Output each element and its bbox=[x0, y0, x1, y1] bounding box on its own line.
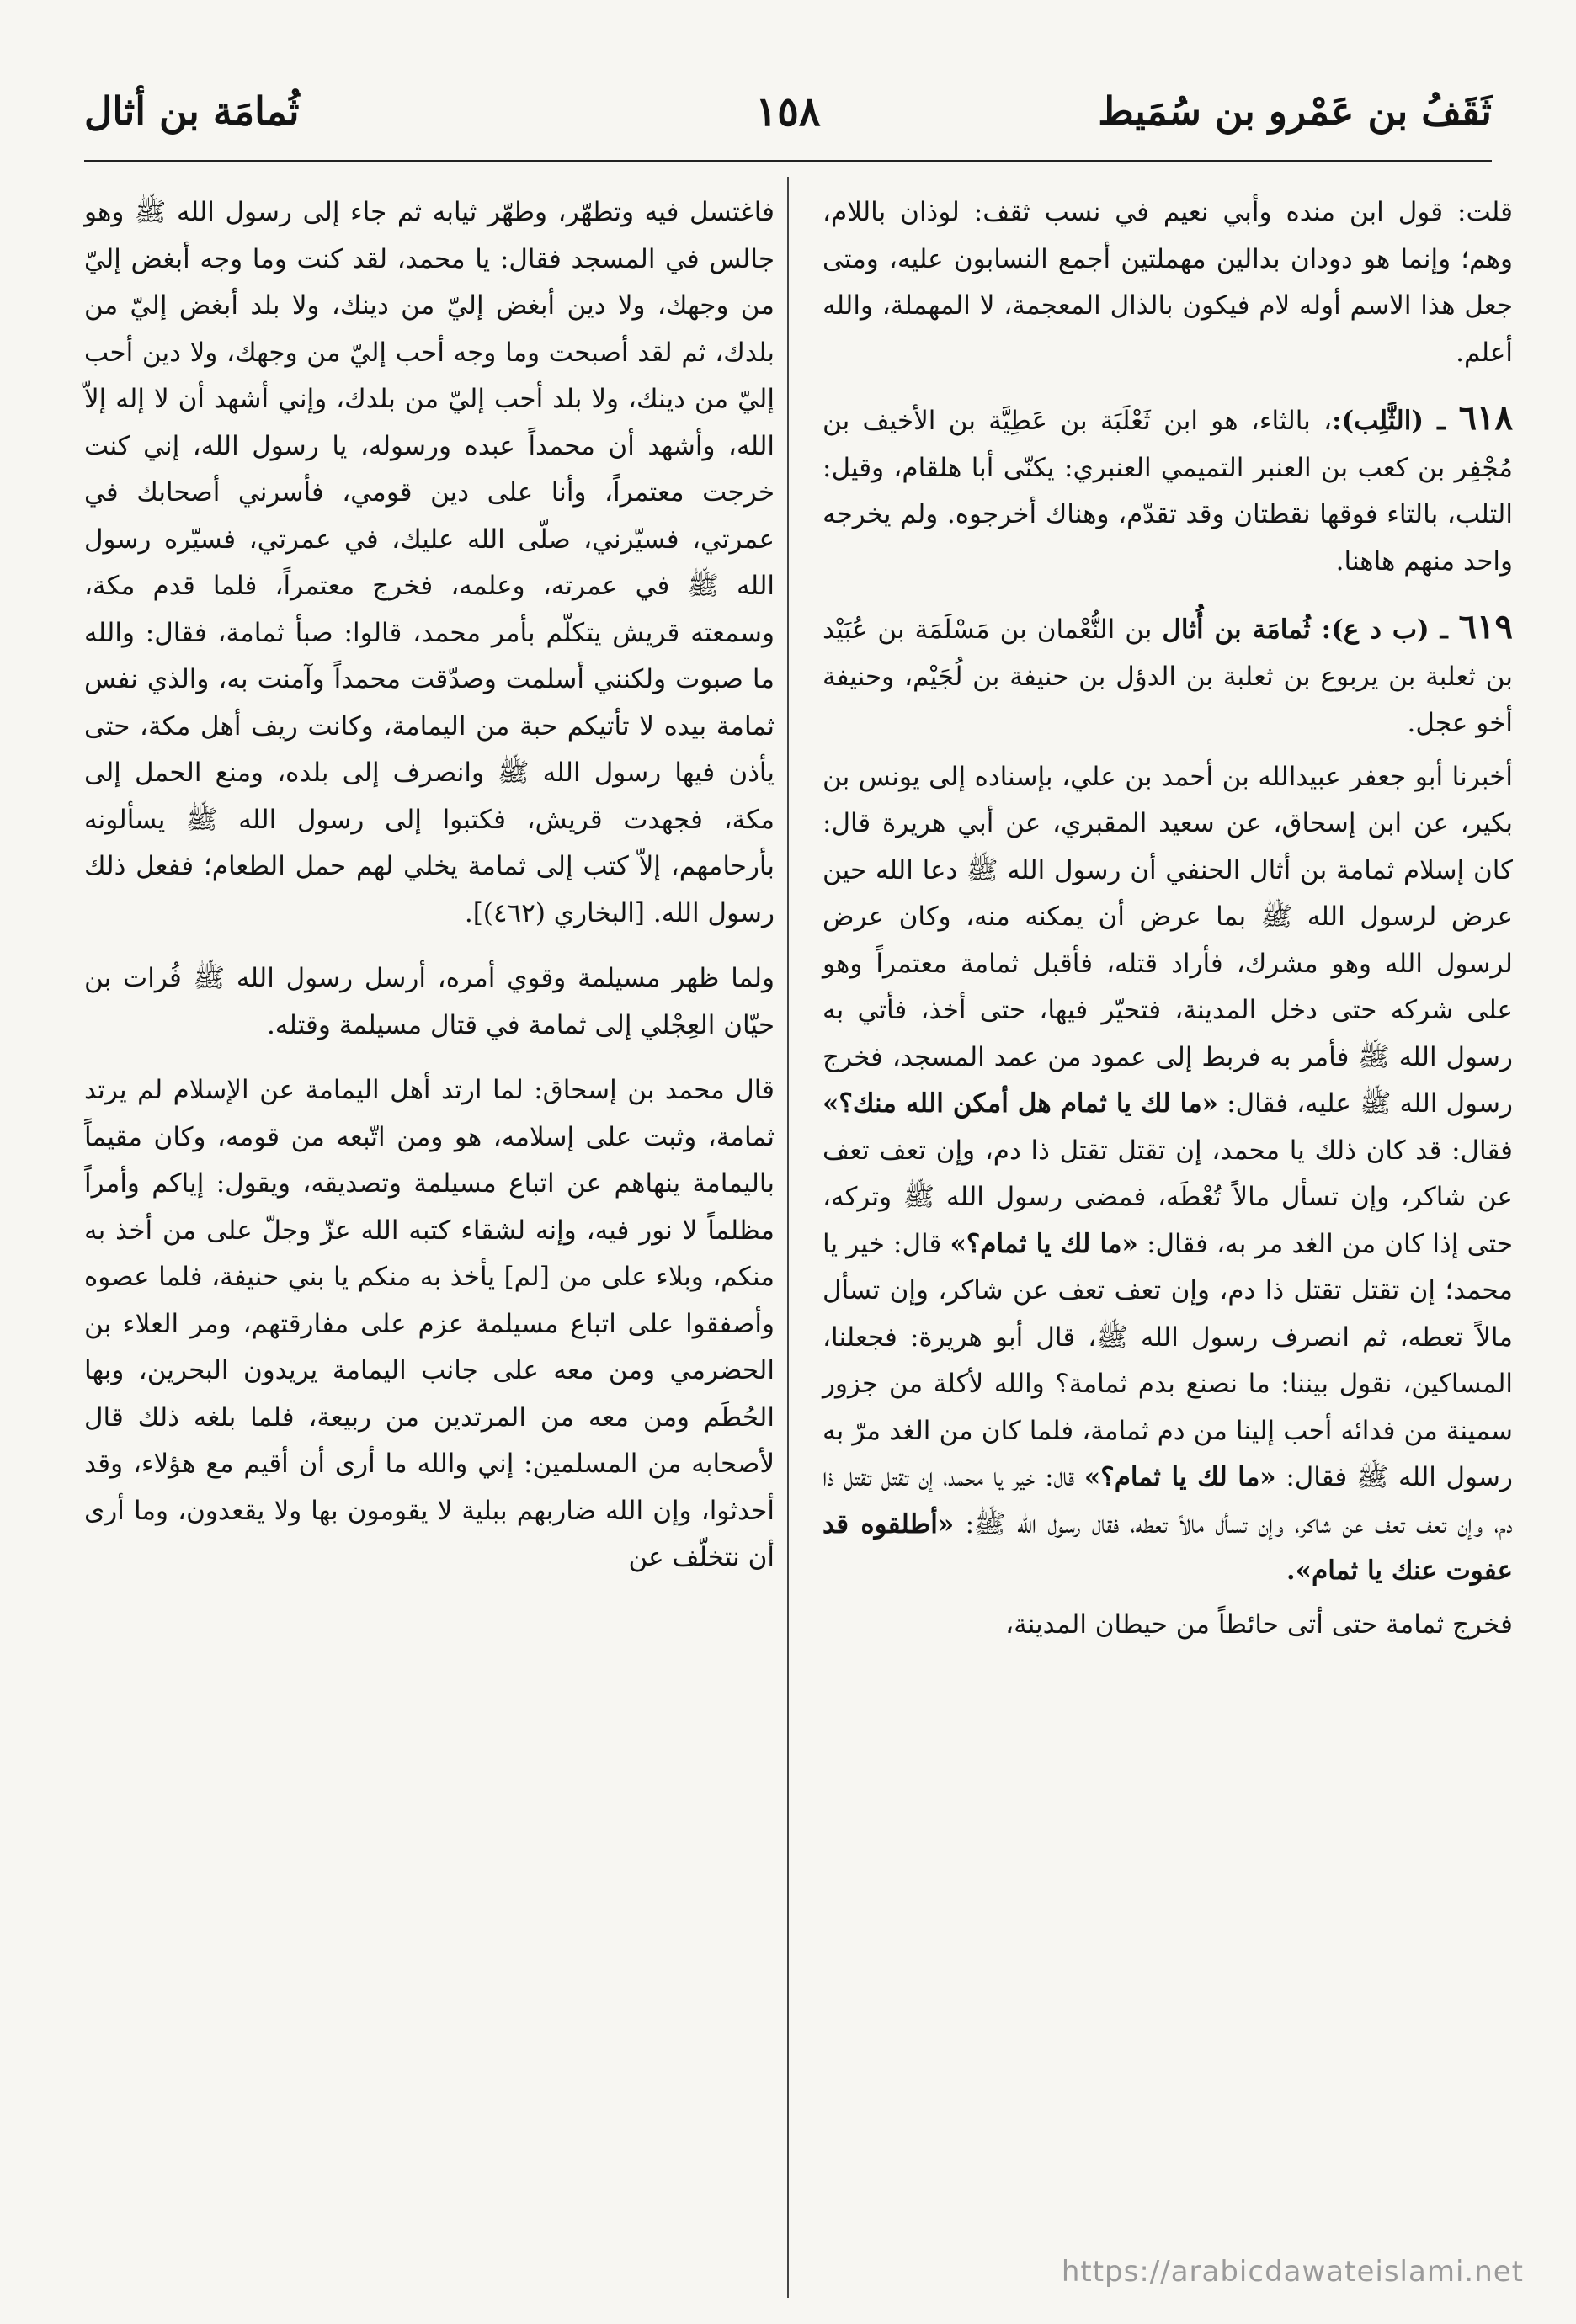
entry-number: ٦١٩ bbox=[1458, 607, 1513, 646]
entry-619 bbox=[823, 604, 1513, 747]
right-column bbox=[823, 189, 1513, 1655]
page-number: ١٥٨ bbox=[755, 88, 821, 136]
header-rule bbox=[84, 160, 1492, 162]
paragraph-note: قلت: قول ابن منده وأبي نعيم في نسب ثقف: لوذان باللام، وهم؛ وإنما هو دودان بدالين مهملتين أجمع النسابون عليه، ومتى جعل هذا الاسم أوله لام فيكون بالذال المعجمة، لا المهملة، والله أعلم. bbox=[823, 197, 1513, 368]
paragraph-continued bbox=[84, 189, 775, 937]
column-divider bbox=[787, 177, 789, 2298]
page-header bbox=[84, 88, 1492, 147]
hadith-paragraph bbox=[823, 754, 1513, 1595]
running-title-right: ثَقَفُ بن عَمْرو بن سُمَيط bbox=[1098, 88, 1492, 134]
quote-run: «أطلقوه قد عفوت عنك يا ثمام». bbox=[823, 1508, 1513, 1586]
quote-run: «ما لك يا ثمام؟» bbox=[1084, 1462, 1276, 1492]
text-run: قال: خير يا محمد، إن تقتل تقتل ذا دم، وإن تعف تعف عن شاكر، وإن تسأل مالاً تعطه، فقال رسول الله ﷺ: bbox=[823, 1462, 1514, 1540]
paragraph: ولما ظهر مسيلمة وقوي أمره، أرسل رسول الله ﷺ فُرات بن حيّان العِجْلي إلى ثمامة في قتال مسيلمة وقتله. bbox=[84, 963, 775, 1040]
watermark-url: https://arabicdawateislami.net bbox=[1061, 2255, 1524, 2289]
left-column bbox=[84, 189, 775, 1588]
entry-heading: ـ (ب د ع): ثُمامَة بن أُثال bbox=[1162, 614, 1459, 645]
text-run: فقال: قد كان ذلك يا محمد، إن تقتل تقتل ذا دم، وإن تعف تعف عن شاكر، وإن تسأل مالاً تُعْطَه، فمضى رسول الله ﷺ وتركه، حتى إذا كان من الغد مر به، فقال: bbox=[823, 1135, 1513, 1259]
entry-618 bbox=[823, 395, 1513, 585]
running-title-left: ثُمامَة بن أثال bbox=[84, 88, 300, 134]
entry-text: بن النُّعْمان بن مَسْلَمَة بن عُبَيْد بن ثعلبة بن يربوع بن ثعلبة بن الدؤل بن حنيفة بن لُجَيْم، وحنيفة أخو عجل. bbox=[823, 614, 1513, 738]
text-run: قال: خير يا محمد؛ إن تقتل تقتل ذا دم، وإن تعف تعف عن شاكر، وإن تسأل مالاً تعطه، ثم انصرف رسول الله ﷺ، قال أبو هريرة: فجعلنا، المساكين، نقول بيننا: ما نصنع بدم ثمامة؟ والله لأكلة من جزور سمينة من فدائه أحب إلينا من دم ثمامة، فلما كان من الغد مرّ به رسول الله ﷺ فقال: bbox=[823, 1228, 1514, 1492]
quote-run: «ما لك يا ثمام؟» bbox=[950, 1228, 1138, 1259]
text-run: أخبرنا أبو جعفر عبيدالله بن أحمد بن علي، بإسناده إلى يونس بن بكير، عن ابن إسحاق، عن سعيد المقبري، عن أبي هريرة قال: كان إسلام ثمامة بن أثال الحنفي أن رسول الله ﷺ دعا الله حين عرض لرسول الله ﷺ بما عرض أن يمكنه منه، وكان عرض لرسول الله وهو مشرك، فأراد قتله، فأقبل ثمامة معتمراً وهو على شركه حتى دخل المدينة، فتحيّر فيها، حتى أخذ، فأتي به رسول الله ﷺ فأمر به فربط إلى عمود من عمد المسجد، فخرج رسول الله ﷺ عليه، فقال: bbox=[823, 761, 1514, 1119]
entry-number: ٦١٨ bbox=[1458, 398, 1514, 438]
text-run: فاغتسل فيه وتطهّر، وطهّر ثيابه ثم جاء إلى رسول الله ﷺ وهو جالس في المسجد فقال: يا محمد، لقد كنت وما وجه أبغض إليّ من وجهك، ولا دين أبغض إليّ من دينك، ولا بلد أبغض إليّ من بلدك، ثم لقد أصبحت وما وجه أحب إليّ من وجهك، ولا دين أحب إليّ من دينك، ولا بلد أحب إليّ من بلدك، وإني أشهد أن لا إله إلاّ الله، وأشهد أن محمداً عبده ورسوله، يا رسول الله، إني كنت خرجت معتمراً، وأنا على دين قومي، فأسرني أصحابك في عمرتي، فسيّرني، صلّى الله عليك، في عمرتي، فسيّره رسول الله ﷺ في عمرته، وعلمه، فخرج معتمراً، فلما قدم مكة، وسمعته قريش يتكلّم بأمر محمد، قالوا: صبأ ثمامة، فقال: والله ما صبوت ولكنني أسلمت وصدّقت محمداً وآمنت به، والذي نفس ثمامة بيده لا تأتيكم حبة من اليمامة، وكانت ريف أهل مكة، حتى يأذن فيها رسول الله ﷺ وانصرف إلى بلده، ومنع الحمل إلى مكة، فجهدت قريش، فكتبوا إلى رسول الله ﷺ يسألونه بأرحامهم، إلاّ كتب إلى ثمامة يخلي لهم حمل الطعام؛ ففعل ذلك رسول الله. bbox=[84, 197, 775, 928]
paragraph-continuation: فخرج ثمامة حتى أتى حائطاً من حيطان المدينة، bbox=[1005, 1609, 1513, 1640]
entry-heading: ـ (الثَّلِب): bbox=[1332, 406, 1459, 436]
entry-text: ، بالثاء، هو ابن ثَعْلَبَة بن عَطِيَّة بن الأخيف بن مُجْفِر بن كعب بن العنبر التميمي العنبري: يكنّى أبا هلقام، وقيل: التلب، بالتاء فوقها نقطتان وقد تقدّم، وهناك أخرجوه. ولم يخرجه واحد منهم هاهنا. bbox=[823, 406, 1513, 577]
paragraph: قال محمد بن إسحاق: لما ارتد أهل اليمامة عن الإسلام لم يرتد ثمامة، وثبت على إسلامه، هو ومن اتّبعه من قومه، وكان مقيماً باليمامة ينهاهم عن اتباع مسيلمة وتصديقه، ويقول: إياكم وأمراً مظلماً لا نور فيه، وإنه لشقاء كتبه الله عزّ وجلّ على من أخذ به منكم، وبلاء على من [لم] يأخذ به منكم يا بني حنيفة، فلما عصوه وأصفقوا على اتباع مسيلمة عزم على مفارقتهم، ومر العلاء بن الحضرمي ومن معه على جانب اليمامة يريدون البحرين، وبها الحُطَم ومن معه من المرتدين من ربيعة، فلما بلغه ذلك قال لأصحابه من المسلمين: إني والله ما أرى أن أقيم مع هؤلاء، وقد أحدثوا، وإن الله ضاربهم ببلية لا يقومون بها ولا يقعدون، وما أرى أن نتخلّف عن bbox=[84, 1075, 775, 1572]
quote-run: «ما لك يا ثمام هل أمكن الله منك؟» bbox=[823, 1088, 1219, 1119]
citation-reference: [البخاري (٤٦٢)]. bbox=[464, 897, 653, 928]
